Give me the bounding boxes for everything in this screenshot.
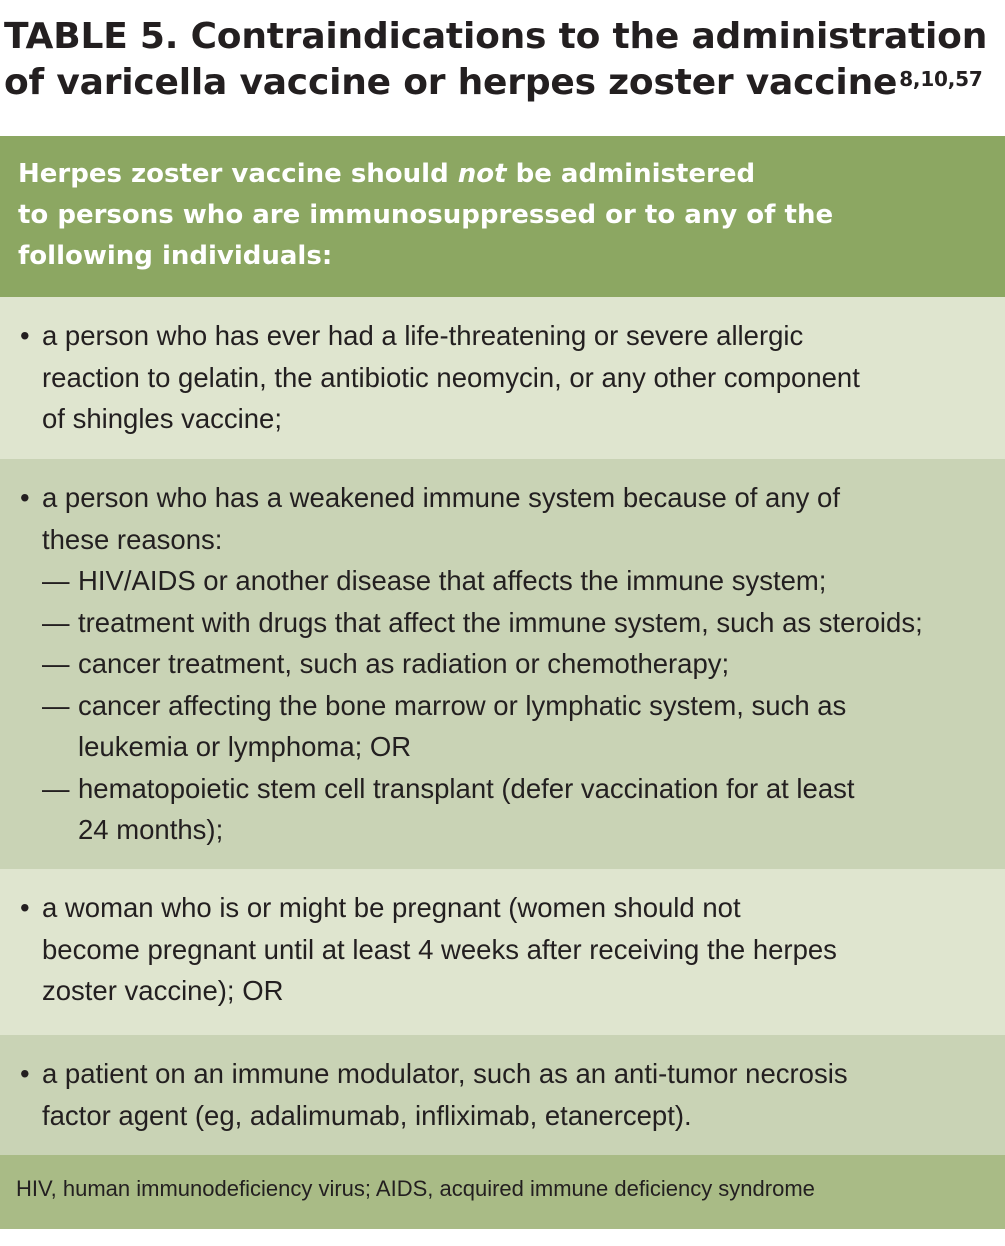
item-text-cont: reaction to gelatin, the antibiotic neomycin, or any other component	[42, 361, 860, 393]
table-row-pregnancy	[0, 869, 1005, 1035]
sub-item	[20, 685, 995, 727]
list-item	[20, 315, 995, 357]
item-text: a person who has ever had a life-threatening or severe allergic	[42, 320, 804, 351]
sub-item	[20, 560, 995, 602]
table-row-immune-modulator	[0, 1035, 1005, 1155]
sub-item-text: HIV/AIDS or another disease that affects the immune system;	[78, 565, 827, 596]
sub-item-text: cancer affecting the bone marrow or lymphatic system, such as	[78, 689, 847, 721]
sub-item-text: cancer treatment, such as radiation or chemotherapy;	[78, 648, 730, 679]
item-text-cont: of shingles vaccine;	[42, 403, 282, 434]
contraindications-table	[0, 136, 1005, 1229]
table-footnote	[0, 1155, 1005, 1229]
header-line-2: to persons who are immunosuppressed or to any of the	[18, 200, 834, 230]
item-text: a patient on an immune modulator, such as an anti-tumor necrosis	[42, 1058, 848, 1089]
abbr-aids-definition: , acquired immune deficiency syndrome	[427, 1176, 815, 1201]
sub-item-text: treatment with drugs that affect the immune system, such as steroids;	[78, 606, 923, 638]
sub-item-text-cont: leukemia or lymphoma; OR	[78, 731, 412, 762]
header-emphasis: not	[457, 159, 507, 189]
dash-icon: —	[42, 648, 70, 679]
dash-icon: —	[42, 772, 70, 804]
list-item	[20, 887, 995, 929]
bullet-icon: •	[20, 892, 30, 923]
item-text-cont: become pregnant until at least 4 weeks after receiving the herpes	[42, 933, 837, 965]
abbr-hiv: HIV	[16, 1176, 51, 1201]
sub-item	[20, 768, 995, 810]
sub-item	[20, 602, 995, 644]
item-text-cont: these reasons:	[42, 523, 223, 555]
header-line-1-start: Herpes zoster vaccine should	[18, 159, 458, 189]
list-item	[20, 477, 995, 519]
sub-item-text-cont: 24 months);	[78, 814, 224, 845]
table-row-weakened-immune	[0, 459, 1005, 869]
table-row-gelatin-allergy	[0, 297, 1005, 459]
bullet-icon: •	[20, 320, 30, 351]
header-line-3: following individuals:	[18, 241, 333, 271]
sub-item-text: hematopoietic stem cell transplant (defer vaccination for at least	[78, 772, 855, 804]
item-text: a person who has a weakened immune system because of any of	[42, 482, 840, 513]
bullet-icon: •	[20, 482, 30, 513]
abbr-hiv-definition: , human immunodeficiency virus;	[50, 1176, 376, 1201]
header-line-1-end: be administered	[506, 159, 756, 189]
title-citation: 8,10,57	[899, 67, 983, 91]
sub-item	[20, 643, 995, 685]
item-text-cont: factor agent (eg, adalimumab, infliximab, etanercept).	[42, 1099, 692, 1131]
title-line-2-text: of varicella vaccine or herpes zoster vaccine	[4, 62, 898, 103]
item-text-cont: zoster vaccine); OR	[42, 975, 284, 1006]
title-line-2	[4, 60, 999, 106]
table-header	[0, 136, 1005, 297]
abbr-aids: AIDS	[375, 1176, 428, 1201]
bullet-icon: •	[20, 1058, 30, 1089]
table-title	[4, 14, 999, 106]
header-line-1	[18, 154, 989, 195]
dash-icon: —	[42, 689, 70, 721]
dash-icon: —	[42, 606, 70, 638]
title-line-1: TABLE 5. Contraindications to the administration	[4, 16, 988, 57]
item-text: a woman who is or might be pregnant (women should not	[42, 892, 741, 923]
list-item	[20, 1053, 995, 1095]
dash-icon: —	[42, 565, 70, 596]
